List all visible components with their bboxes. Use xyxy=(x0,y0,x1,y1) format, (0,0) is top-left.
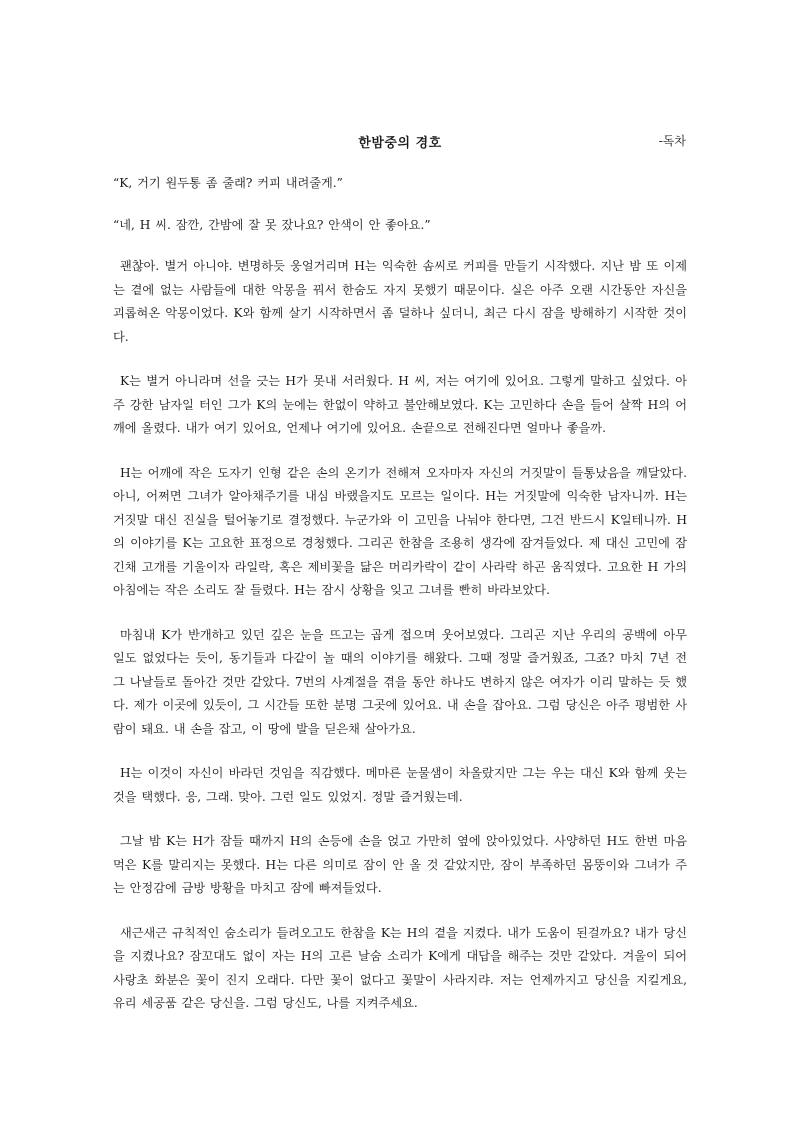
paragraph-8: 그날 밤 K는 H가 잠들 때까지 H의 손등에 손을 얹고 가만히 옆에 앉아있었다. 사양하던 H도 한번 마음먹은 K를 말리지는 못했다. H는 다른 의미로 잠이 안 올 것 같았지만, 잠이 부족하던 몸뚱이와 그녀가 주는 안정감에 금방 방황을 마치고 잠에 빠져들었다. xyxy=(113,834,687,895)
paragraph-3: 괜찮아. 별거 아니야. 변명하듯 웅얼거리며 H는 익숙한 솜씨로 커피를 만들기 시작했다. 지난 밤 또 이제는 곁에 없는 사람들에 대한 악몽을 꿔서 한숨도 자지 못했기 때문이다. 실은 아주 오랜 시간동안 자신을 괴롭혀온 악몽이었다. K와 함께 살기 시작하면서 좀 덜하나 싶더니, 최근 다시 잠을 방해하기 시작한 것이다. xyxy=(113,259,687,344)
paragraph-5: H는 어깨에 작은 도자기 인형 같은 손의 온기가 전해져 오자마자 자신의 거짓말이 들통났음을 깨달았다. 아니, 어쩌면 그녀가 알아채주기를 내심 바랬을지도 모르는 일이다. H는 거짓말에 익숙한 남자니까. H는 거짓말 대신 진실을 털어놓기로 결정했다. 누군가와 이 고민을 나눠야 한다면, 그건 반드시 K일테니까. H의 이야기를 K는 고요한 표정으로 경청했다. 그리곤 한참을 조용히 생각에 잠겨들었다. 제 대신 고민에 잠긴채 고개를 기울이자 라일락, 혹은 제비꽃을 닮은 머리카락이 같이 사라락 하곤 움직였다. 고요한 H 가의 아침에는 작은 소리도 잘 들렸다. H는 잠시 상황을 잊고 그녀를 빤히 바라보았다. xyxy=(113,465,687,597)
paragraph-4: K는 별거 아니라며 선을 긋는 H가 못내 서러웠다. H 씨, 저는 여기에 있어요. 그렇게 말하고 싶었다. 아주 강한 남자일 터인 그가 K의 눈에는 한없이 약하고 불안해보였다. K는 고민하다 손을 들어 살짝 H의 어깨에 올렸다. 내가 여기 있어요, 언제나 여기에 있어요. 손끝으로 전해진다면 얼마나 좋을까. xyxy=(113,374,687,435)
author-credit: -독차 xyxy=(658,134,686,148)
paragraph-9: 새근새근 규칙적인 숨소리가 들려오고도 한참을 K는 H의 곁을 지켰다. 내가 도움이 된걸까요? 내가 당신을 지켰나요? 잠꼬대도 없이 자는 H의 고른 날숨 소리가 K에게 대답을 해주는 것만 같았다. 겨울이 되어 사랑초 화분은 꽃이 진지 오래다. 다만 꽃이 없다고 꽃말이 사라지랴. 저는 언제까지고 당신을 지킬게요, 유리 세공품 같은 당신을. 그럼 당신도, 나를 지켜주세요. xyxy=(113,925,687,1010)
document-title: 한밤중의 경호 xyxy=(358,136,442,151)
paragraph-7: H는 이것이 자신이 바라던 것임을 직감했다. 메마른 눈물샘이 차올랐지만 그는 우는 대신 K와 함께 웃는 것을 택했다. 응, 그래. 맞아. 그런 일도 있었지. 정말 즐거웠는데. xyxy=(113,766,687,804)
paragraph-dialog-2: “네, H 씨. 잠깐, 간밤에 잘 못 잤나요? 안색이 안 좋아요.” xyxy=(113,217,431,232)
story-body xyxy=(113,172,687,1037)
paragraph-6: 마침내 K가 반개하고 있던 깊은 눈을 뜨고는 곱게 접으며 웃어보였다. 그리곤 지난 우리의 공백에 아무 일도 없었다는 듯이, 동기들과 다같이 놀 때의 이야기를 해왔다. 그때 정말 즐거웠죠, 그죠? 마치 7년 전 그 나날들로 돌아간 것만 같았다. 7번의 사계절을 겪을 동안 하나도 변하지 않은 여자가 이리 말하는 듯 했다. 제가 이곳에 있듯이, 그 시간들 또한 분명 그곳에 있어요. 내 손을 잡아요. 그럼 당신은 아주 평범한 사람이 돼요. 내 손을 잡고, 이 땅에 발을 딛은채 살아가요. xyxy=(113,627,687,736)
paragraph-dialog-1: “K, 거기 원두통 좀 줄래? 커피 내려줄게.” xyxy=(113,176,343,190)
